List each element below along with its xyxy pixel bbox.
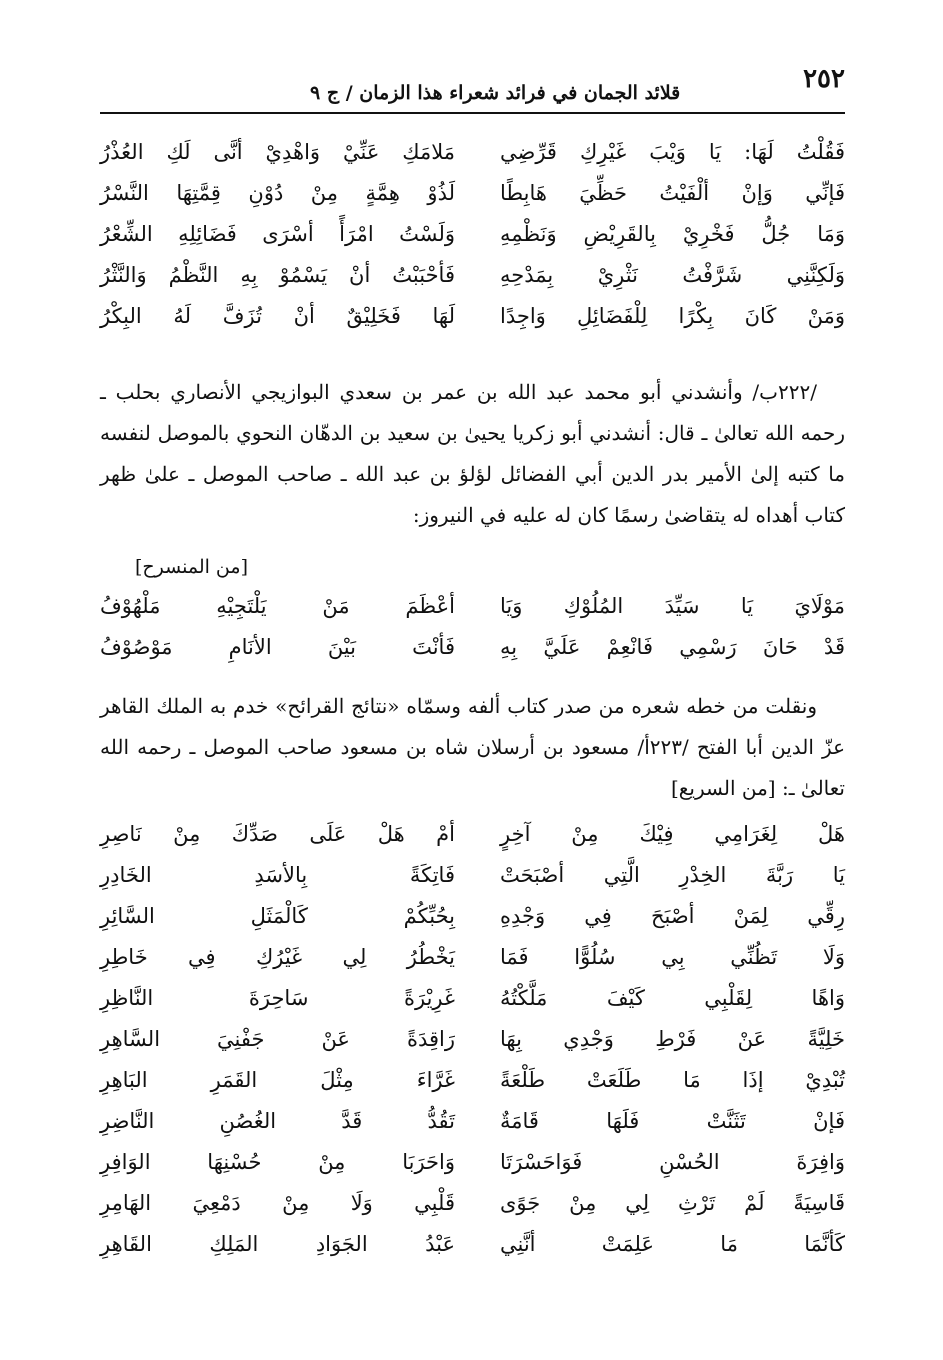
second-hemistich: قَلْبِي وَلَا مِنْ دَمْعِيَ الهَامِرِ [100, 1191, 455, 1215]
poem-3 [100, 822, 845, 1273]
first-hemistich: وَمَنْ كَانَ بِكْرًا لِلْفَضَائِلِ وَاجِدًا [500, 304, 845, 328]
second-hemistich: فَأنْتَ بَيْنَ الأنَامِ مَوْصُوْفُ [100, 635, 455, 659]
verse-line [100, 1068, 845, 1109]
second-hemistich: وَلَسْتُ امْرَأً أسْرَى فَضَائِلِهِ الشِّعْرُ [100, 222, 455, 246]
first-hemistich: كَأنَّمَا مَا عَلِمَتْ أنَّنِي [500, 1232, 845, 1256]
second-hemistich: غَرَّاءَ مِثْلَ القَمَرِ البَاهِرِ [100, 1068, 455, 1092]
first-hemistich: فَإنْ تَثَنَّتْ فَلَهَا قَامَةٌ [500, 1109, 845, 1133]
second-hemistich: أعْظَمَ مَنْ يَلْتَجِيْهِ مَلْهُوْفُ [100, 594, 455, 618]
verse-line [100, 986, 845, 1027]
first-hemistich: خَلِيَّةً عَنْ فَرْطِ وَجْدِي بِهَا [500, 1027, 845, 1051]
verse-line [100, 1027, 845, 1068]
second-hemistich: فَأحْبَبْتُ أنْ يَسْمُوْ بِهِ النَّظْمُ وَالنَّثْرُ [100, 263, 455, 287]
first-hemistich: وَلَا تَظُنِّي بِي سُلُوًّا فَمَا [500, 945, 845, 969]
first-hemistich: رِقِّي لِمَنْ أصْبَحَ فِي وَجْدِهِ [500, 904, 845, 928]
page-number: ٢٥٢ [803, 64, 845, 94]
prose-paragraph-1: /٢٢٢ب/ وأنشدني أبو محمد عبد الله بن عمر بن سعدي البوازيجي الأنصاري بحلب ـ رحمه الله تعالىٰ ـ قال: أنشدني أبو زكريا يحيىٰ بن سعيد بن الدهّان النحوي بالموصل لنفسه ما كتبه إلىٰ الأمير بدر الدين أبي الفضائل لؤلؤ بن عبد الله ـ صاحب الموصل ـ علىٰ ظهر كتاب أهداه له يتقاضىٰ رسمًا كان له عليه في النيروز: [100, 380, 845, 527]
second-hemistich: يَخْطُرُ لِي غَيْرُكِ فِي خَاطِرِ [100, 945, 455, 969]
verse-line [100, 304, 845, 345]
verse-line [100, 945, 845, 986]
second-hemistich: لَذُوْ هِمَّةٍ مِنْ دُوْنِ قِمَّتِهَا النَّسْرُ [100, 181, 455, 205]
first-hemistich: وَلَكِنَّنِي شَرَّفْتُ نَثْرِيْ بِمَدْحِهِ [500, 263, 845, 287]
verse-line [100, 1109, 845, 1150]
poem-2 [100, 594, 845, 676]
verse-line [100, 822, 845, 863]
verse-line [100, 181, 845, 222]
first-hemistich: قَدْ حَانَ رَسْمِي فَانْعِمْ عَلَيَّ بِهِ [500, 635, 845, 659]
prose-paragraph-2: ونقلت من خطه شعره من صدر كتاب ألفه وسمّاه «نتائج القرائح» خدم به الملك القاهر عزّ الدين أبا الفتح /٢٢٣أ/ مسعود بن أرسلان شاه بن مسعود صاحب الموصل ـ رحمه الله تعالىٰ ـ: [من السريع] [100, 694, 845, 800]
verse-line [100, 594, 845, 635]
second-hemistich: بِحُبِّكُمْ كَالْمَثَلِ السَّائِرِ [100, 904, 455, 928]
verse-line [100, 1232, 845, 1273]
meter-label: [من المنسرح] [135, 556, 248, 578]
second-hemistich: فَاتِكَةً بِالأسَدِ الخَادِرِ [100, 863, 455, 887]
verse-line [100, 1150, 845, 1191]
first-hemistich: فَإنِّي وَإنْ ألْفَيْتُ حَظِّيَ هَابِطًا [500, 181, 845, 205]
verse-line [100, 635, 845, 676]
first-hemistich: مَوْلَايَ يَا سَيِّدَ المُلُوْكِ وَيَا [500, 594, 845, 618]
first-hemistich: وَمَا جُلُّ فَخْرِيْ بِالقَرِيْضِ وَنَظْمِهِ [500, 222, 845, 246]
second-hemistich: عَبْدُ الجَوَادِ المَلِكِ القَاهِرِ [100, 1232, 455, 1256]
first-hemistich: فَقُلْتُ لَهَا: يَا وَيْبَ غَيْرِكِ قَرِّضِي [500, 140, 845, 164]
verse-line [100, 1191, 845, 1232]
second-hemistich: تَقُدُّ قَدَّ الغُصُنِ النَّاضِرِ [100, 1109, 455, 1133]
first-hemistich: قَاسِيَةً لَمْ تَرْثِ لِي مِنْ جَوًى [500, 1191, 845, 1215]
second-hemistich: مَلامَكِ عَنِّيْ وَاهْدِيْ أنَّى لَكِ العُذْرُ [100, 140, 455, 164]
second-hemistich: رَاقِدَةً عَنْ جَفْنِيَ السَّاهِرِ [100, 1027, 455, 1051]
first-hemistich: يَا رَبَّةَ الخِدْرِ الَّتِي أصْبَحَتْ [500, 863, 845, 887]
page-header [100, 62, 845, 114]
running-title: قلائد الجمان في فرائد شعراء هذا الزمان / ج ٩ [310, 82, 681, 104]
second-hemistich: لَهَا فَخَلِيْقٌ أنْ تُزَفَّ لَهُ البِكْرُ [100, 304, 455, 328]
second-hemistich: غَرِيْرَةً سَاحِرَةَ النَّاظِرِ [100, 986, 455, 1010]
verse-line [100, 904, 845, 945]
verse-line [100, 140, 845, 181]
verse-line [100, 222, 845, 263]
first-hemistich: وَاهًا لِقَلْبِي كَيْفَ مَلَّكْتُهُ [500, 986, 845, 1010]
first-hemistich: هَلْ لِغَرَامِي فِيْكَ مِنْ آخِرٍ [500, 822, 845, 846]
second-hemistich: أمْ هَلْ عَلَى صَدِّكَ مِنْ نَاصِرِ [100, 822, 455, 846]
first-hemistich: تُبْدِيْ إذَا مَا طَلَعَتْ طَلْعَةً [500, 1068, 845, 1092]
verse-line [100, 263, 845, 304]
first-hemistich: وَافِرَةَ الحُسْنِ فَوَاحَسْرَتَا [500, 1150, 845, 1174]
second-hemistich: وَاحَرَبَا مِنْ حُسْنِهَا الوَافِرِ [100, 1150, 455, 1174]
poem-1 [100, 140, 845, 345]
verse-line [100, 863, 845, 904]
